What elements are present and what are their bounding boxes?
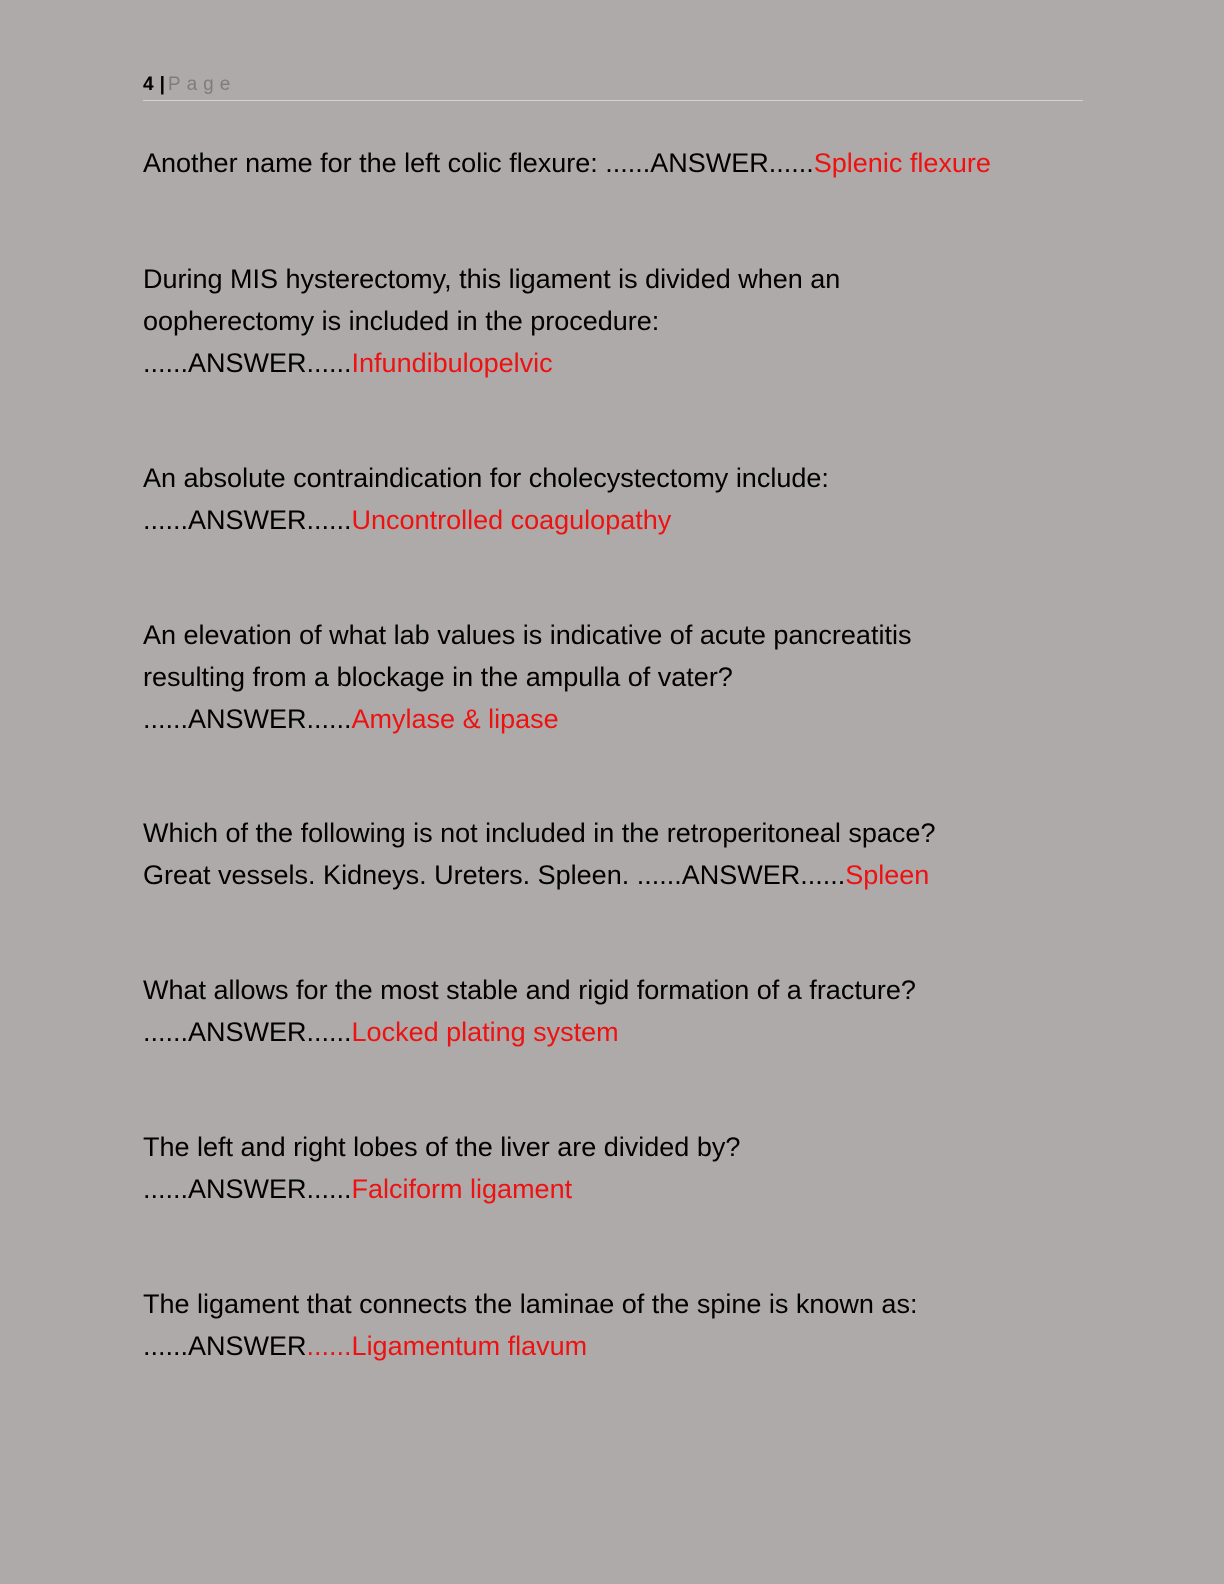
qa-item-8 bbox=[143, 1283, 1083, 1367]
qa-item-3 bbox=[143, 457, 1083, 541]
qa-item-5 bbox=[143, 812, 1083, 896]
answer-marker: ......ANSWER...... bbox=[143, 1174, 352, 1204]
page-label: Page bbox=[167, 74, 237, 95]
answer-text: Uncontrolled coagulopathy bbox=[351, 505, 672, 535]
qa-item-7 bbox=[143, 1126, 1083, 1210]
answer-line bbox=[143, 1168, 1083, 1210]
answer-text: Locked plating system bbox=[351, 1017, 619, 1047]
question-text: Another name for the left colic flexure: ......ANSWER...... bbox=[143, 148, 814, 178]
answer-marker: ......ANSWER...... bbox=[143, 348, 352, 378]
answer-line bbox=[143, 698, 1083, 740]
answer-line bbox=[143, 854, 1083, 896]
page-separator: | bbox=[159, 74, 165, 95]
answer-text: Falciform ligament bbox=[351, 1174, 573, 1204]
qa-item-4 bbox=[143, 614, 1083, 740]
page-header bbox=[143, 72, 1083, 101]
qa-item-1 bbox=[143, 142, 1083, 184]
answer-line bbox=[143, 499, 1083, 541]
answer-marker: ......ANSWER...... bbox=[143, 1017, 352, 1047]
answer-line bbox=[143, 1011, 1083, 1053]
question-text: During MIS hysterectomy, this ligament is divided when an bbox=[143, 264, 841, 294]
qa-item-6 bbox=[143, 969, 1083, 1053]
answer-line bbox=[143, 342, 1083, 384]
answer-text: Amylase & lipase bbox=[351, 704, 559, 734]
question-text: oopherectomy is included in the procedure: bbox=[143, 306, 660, 336]
answer-text: Spleen bbox=[845, 860, 930, 890]
question-text: The ligament that connects the laminae of the spine is known as: bbox=[143, 1289, 918, 1319]
question-text: Which of the following is not included in the retroperitoneal space? bbox=[143, 818, 936, 848]
answer-marker-red: ...... bbox=[306, 1331, 352, 1361]
answer-marker: ......ANSWER...... bbox=[143, 704, 352, 734]
question-text: What allows for the most stable and rigid formation of a fracture? bbox=[143, 975, 916, 1005]
question-text: An elevation of what lab values is indicative of acute pancreatitis bbox=[143, 620, 912, 650]
question-text: Great vessels. Kidneys. Ureters. Spleen. ......ANSWER...... bbox=[143, 860, 846, 890]
question-text: An absolute contraindication for cholecystectomy include: bbox=[143, 463, 829, 493]
answer-marker: ......ANSWER...... bbox=[143, 505, 352, 535]
question-text: The left and right lobes of the liver are divided by? bbox=[143, 1132, 741, 1162]
page-number: 4 bbox=[143, 74, 154, 95]
question-text: resulting from a blockage in the ampulla of vater? bbox=[143, 662, 733, 692]
answer-text: Splenic flexure bbox=[813, 148, 991, 178]
answer-text: Ligamentum flavum bbox=[351, 1331, 588, 1361]
answer-text: Infundibulopelvic bbox=[351, 348, 553, 378]
answer-marker: ......ANSWER bbox=[143, 1331, 307, 1361]
qa-item-2 bbox=[143, 258, 1083, 384]
answer-line bbox=[143, 1325, 1083, 1367]
